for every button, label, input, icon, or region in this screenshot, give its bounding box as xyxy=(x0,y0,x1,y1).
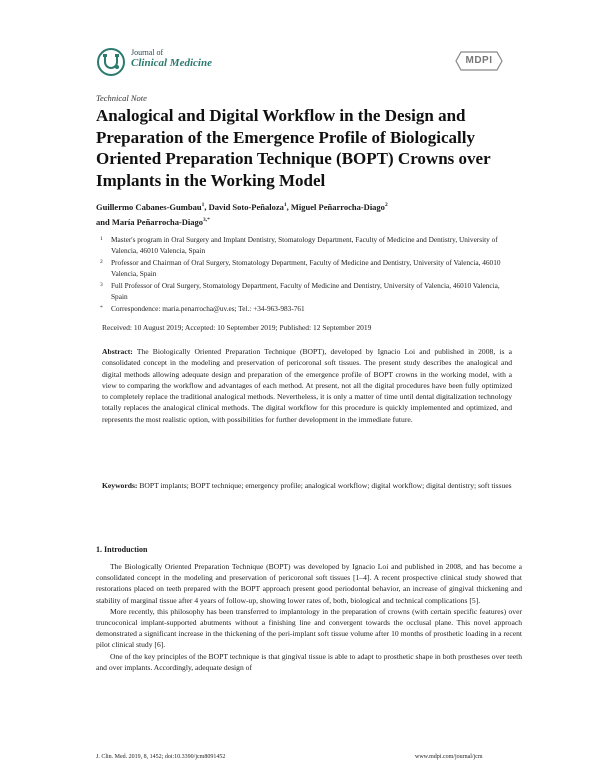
correspondence-text: Correspondence: maria.penarrocha@uv.es; Tel.: +34-963-983-761 xyxy=(111,304,305,313)
mdpi-logo xyxy=(455,51,503,71)
affiliation-mark: 1 xyxy=(100,236,103,242)
author-name: David Soto-Peñaloza xyxy=(208,201,284,212)
abstract xyxy=(102,346,512,425)
author-separator: , xyxy=(286,201,291,212)
section-body xyxy=(96,561,522,673)
abstract-label: Abstract: xyxy=(102,347,133,356)
journal-name-big: Clinical Medicine xyxy=(131,57,212,70)
author-affil-mark: 2 xyxy=(384,202,388,208)
publication-dates: Received: 10 August 2019; Accepted: 10 September 2019; Published: 12 September 2019 xyxy=(102,323,372,332)
journal-logo-icon xyxy=(96,47,126,77)
abstract-text: The Biologically Oriented Preparation Technique (BOPT), developed by Ignacio Loi and published in 2008, is a consolidated concept in the modeling and preservation of pericoronal soft tissues. The present study describes the analogical and digital methods allowing adequate design and preparation of the emergence profile of BOPT crowns in the working model, with a view to comparing the workflow and advantages of each method. At present, not all the digital procedures have been fully optimized to completely replace the traditional analogical methods. Nevertheless, it is only a matter of time until dental digitalization technology totally replaces the analogical clinical methods. The digital workflow for this procedure is quickly implemented and optimized, and represents the most realistic option, with possibilities for further development in the immediate future. xyxy=(102,347,512,424)
affiliation-mark: * xyxy=(100,305,103,311)
author-affil-mark: 3,* xyxy=(203,216,210,223)
section-heading: 1. Introduction xyxy=(96,545,148,554)
correspondence xyxy=(102,304,514,315)
author-name: Guillermo Cabanes-Gumbau xyxy=(96,201,202,212)
mdpi-logo-text: MDPI xyxy=(465,55,493,66)
footer-url[interactable]: www.mdpi.com/journal/jcm xyxy=(415,754,483,760)
affiliation-text: Full Professor of Oral Surgery, Stomatology Department, Faculty of Medicine and Dentistry, University of Valencia, 46010 Valencia, Spain xyxy=(111,281,500,301)
keywords-label: Keywords: xyxy=(102,481,138,490)
author-name: Miguel Peñarrocha-Diago xyxy=(290,201,385,212)
affiliation-text: Master's program in Oral Surgery and Implant Dentistry, Stomatology Department, Faculty of Medicine and Dentistry, University of Valencia, 46010 Valencia, Spain xyxy=(111,235,498,255)
footer-citation: J. Clin. Med. 2019, 8, 1452; doi:10.3390/jcm8091452 xyxy=(96,754,226,760)
affiliation xyxy=(102,258,514,279)
article-title: Analogical and Digital Workflow in the Design and Preparation of the Emergence Profile of Biologically Oriented Preparation Technique (BOPT) Crowns over Implants in the Working Model xyxy=(96,106,491,190)
journal-name xyxy=(131,48,212,70)
affiliation-mark: 3 xyxy=(100,282,103,288)
author-affil-mark: 1 xyxy=(283,202,287,208)
article-type: Technical Note xyxy=(96,93,147,103)
author-separator: , xyxy=(204,201,209,212)
affiliation xyxy=(102,235,514,256)
affiliation xyxy=(102,281,514,302)
affiliation-text: Professor and Chairman of Oral Surgery, Stomatology Department, Faculty of Medicine and Dentistry, University of Valencia, 46010 Valencia, Spain xyxy=(111,258,501,278)
affiliation-mark: 2 xyxy=(100,259,103,265)
paragraph: One of the key principles of the BOPT technique is that gingival tissue is able to adapt to prosthetic shape in both prostheses over teeth and over implants. Accordingly, adequate design of xyxy=(96,651,522,672)
keywords-text: BOPT implants; BOPT technique; emergency profile; analogical workflow; digital workflow; digital dentistry; soft tissues xyxy=(139,481,512,490)
affiliations xyxy=(102,235,514,317)
author-name: and María Peñarrocha-Diago xyxy=(96,216,204,227)
journal-name-small: Journal of xyxy=(131,48,164,57)
keywords xyxy=(102,480,512,491)
paragraph: More recently, this philosophy has been transferred to implantology in the preparation of crowns (with certain specific features) over truncoconical implant-supported abutments without a finishing line and convergent towards the occlusal plane. This novel approach demonstrated a significant increase in the thickening of the peri-implant soft tissue volume after 10 months of prosthetic loading in a recent pilot clinical study [6]. xyxy=(96,606,522,650)
paragraph: The Biologically Oriented Preparation Technique (BOPT) was developed by Ignacio Loi and published in 2008, and has become a consolidated concept in the modeling and preservation of pericoronal soft tissues [1–4]. A recent prospective clinical study showed that restorations placed on teeth prepared with the BOPT approach present good periodontal behavior, an increase of gingival thickening and stability of marginal tissue after 4 years of follow-up, showing lower rates of, both, biological and technical complications [5]. xyxy=(96,562,522,605)
author-affil-mark: 1 xyxy=(201,202,205,208)
authors xyxy=(96,199,516,229)
